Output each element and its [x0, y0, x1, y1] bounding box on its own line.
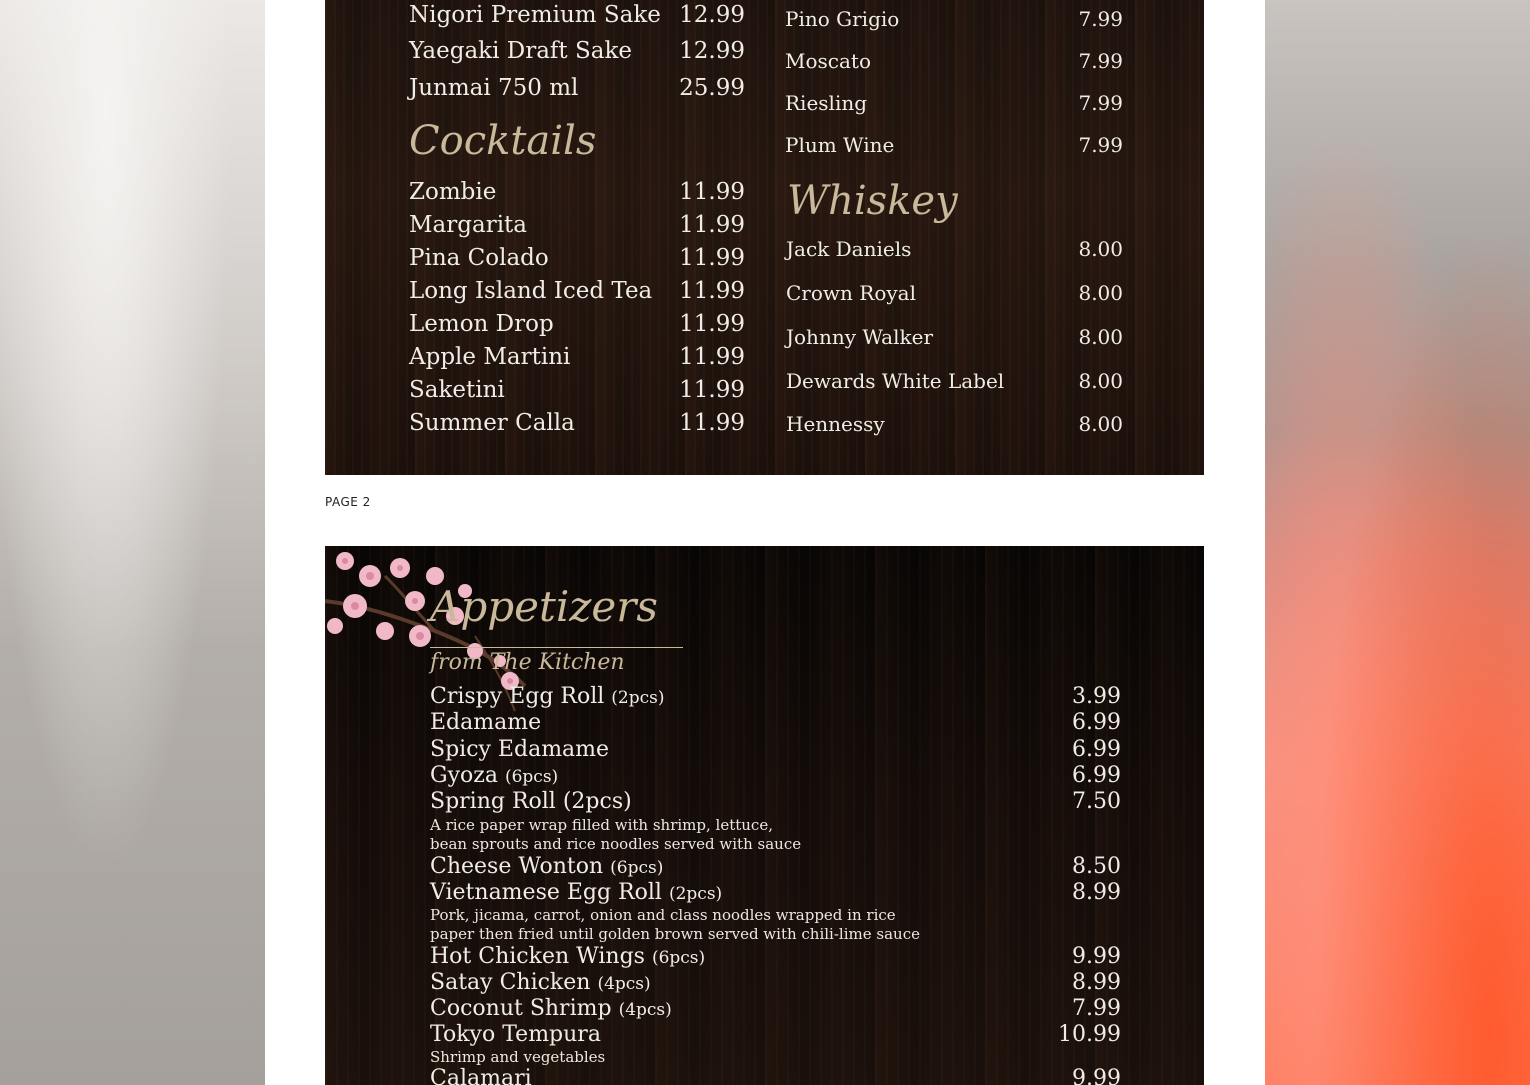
menu-item-name: Plum Wine: [785, 133, 895, 157]
menu-item-name: Tokyo Tempura: [430, 1022, 601, 1047]
menu-item-price: 9.99: [1072, 1066, 1121, 1085]
section-heading-whiskey: Whiskey: [787, 178, 958, 224]
menu-item-description: Pork, jicama, carrot, onion and class noodles wrapped in rice: [430, 906, 896, 924]
menu-item-price: 11.99: [679, 410, 745, 436]
page-label: PAGE 2: [325, 495, 371, 509]
menu-item-name: Nigori Premium Sake: [409, 2, 661, 28]
menu-item-name: Satay Chicken (4pcs): [430, 970, 651, 995]
menu-item-name: Junmai 750 ml: [409, 75, 579, 101]
menu-item-name: Hennessy: [786, 412, 885, 436]
menu-item-name: Hot Chicken Wings (6pcs): [430, 944, 706, 969]
menu-item-price: 8.99: [1072, 880, 1121, 905]
menu-item-price: 11.99: [679, 344, 745, 370]
menu-item-name: Calamari: [430, 1066, 532, 1085]
menu-item-name: Edamame: [430, 710, 542, 735]
menu-item-name: Crown Royal: [786, 281, 916, 305]
menu-item-price: 7.99: [1078, 91, 1123, 115]
menu-item-description: paper then fried until golden brown served with chili-lime sauce: [430, 925, 920, 943]
menu-item-name: Pina Colado: [409, 245, 549, 271]
menu-item-price: 11.99: [679, 212, 745, 238]
menu-item-price: 25.99: [679, 75, 745, 101]
menu-item-name: Lemon Drop: [409, 311, 554, 337]
menu-item-price: 8.99: [1072, 970, 1121, 995]
menu-item-price: 7.99: [1078, 133, 1123, 157]
menu-item-price: 8.00: [1078, 325, 1123, 349]
background-left: [0, 0, 265, 1085]
menu-item-name: Coconut Shrimp (4pcs): [430, 996, 672, 1021]
menu-item-price: 8.00: [1078, 369, 1123, 393]
menu-item-name: Saketini: [409, 377, 505, 403]
menu-item-description: A rice paper wrap filled with shrimp, lettuce,: [430, 816, 773, 834]
section-subheading: from The Kitchen: [430, 650, 625, 675]
page-content: [265, 0, 1265, 1085]
menu-item-price: 8.00: [1078, 412, 1123, 436]
menu-item-name: Crispy Egg Roll (2pcs): [430, 684, 665, 709]
background-right: [1265, 0, 1530, 1085]
menu-item-name: Johnny Walker: [786, 325, 934, 349]
menu-item-name: Pino Grigio: [785, 7, 900, 31]
menu-item-price: 11.99: [679, 245, 745, 271]
menu-item-name: Zombie: [409, 179, 497, 205]
section-heading-cocktails: Cocktails: [409, 118, 597, 164]
menu-item-price: 8.50: [1072, 854, 1121, 879]
menu-item-price: 6.99: [1072, 763, 1121, 788]
menu-item-price: 7.50: [1072, 789, 1121, 814]
menu-item-price: 9.99: [1072, 944, 1121, 969]
menu-item-price: 11.99: [679, 278, 745, 304]
menu-item-price: 8.00: [1078, 281, 1123, 305]
menu-item-price: 3.99: [1072, 684, 1121, 709]
menu-item-price: 11.99: [679, 311, 745, 337]
menu-item-description: Shrimp and vegetables: [430, 1048, 606, 1066]
drinks-menu-image: [325, 0, 1204, 475]
menu-item-price: 12.99: [679, 2, 745, 28]
menu-item-name: Dewards White Label: [786, 369, 1005, 393]
menu-item-description: bean sprouts and rice noodles served with sauce: [430, 835, 802, 853]
menu-item-price: 10.99: [1058, 1022, 1121, 1047]
menu-item-price: 11.99: [679, 179, 745, 205]
heading-rule: [430, 647, 683, 648]
menu-item-name: Summer Calla: [409, 410, 575, 436]
menu-item-name: Margarita: [409, 212, 527, 238]
menu-item-price: 7.99: [1078, 49, 1123, 73]
menu-item-name: Vietnamese Egg Roll (2pcs): [430, 880, 723, 905]
menu-item-price: 6.99: [1072, 737, 1121, 762]
menu-item-price: 11.99: [679, 377, 745, 403]
menu-item-name: Apple Martini: [409, 344, 571, 370]
appetizers-menu-image: [325, 546, 1204, 1085]
menu-item-price: 6.99: [1072, 710, 1121, 735]
menu-item-name: Gyoza (6pcs): [430, 763, 559, 788]
menu-item-name: Spring Roll (2pcs): [430, 789, 632, 814]
menu-item-name: Yaegaki Draft Sake: [409, 38, 632, 64]
menu-item-name: Cheese Wonton (6pcs): [430, 854, 664, 879]
menu-item-price: 8.00: [1078, 237, 1123, 261]
menu-item-price: 12.99: [679, 38, 745, 64]
menu-item-price: 7.99: [1078, 7, 1123, 31]
menu-item-name: Jack Daniels: [786, 237, 912, 261]
menu-item-price: 7.99: [1072, 996, 1121, 1021]
menu-item-name: Spicy Edamame: [430, 737, 610, 762]
menu-item-name: Long Island Iced Tea: [409, 278, 653, 304]
menu-item-name: Riesling: [785, 91, 868, 115]
menu-item-name: Moscato: [785, 49, 871, 73]
section-heading-appetizers: Appetizers: [430, 582, 658, 631]
